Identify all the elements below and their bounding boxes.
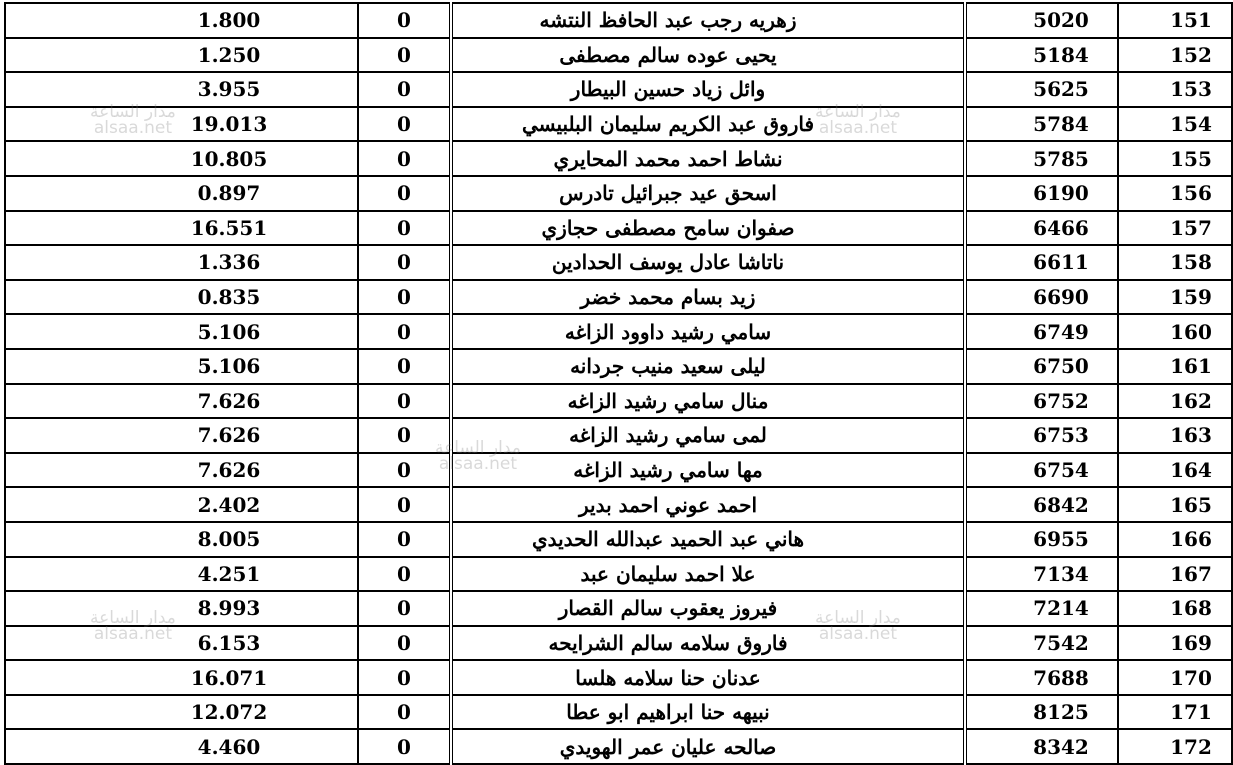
sequence-cell: 160 [1118,314,1232,349]
sequence-cell: 157 [1118,211,1232,246]
table-row [5,349,1232,384]
table-row [5,487,1232,522]
zero-cell: 0 [358,107,451,142]
name-cell: ليلى سعيد منيب جردانه [451,349,965,384]
amount-cell: 1.800 [5,3,358,38]
zero-cell: 0 [358,211,451,246]
id-cell: 6752 [965,384,1118,419]
id-cell: 6753 [965,418,1118,453]
table-row [5,384,1232,419]
table-row [5,729,1232,764]
sequence-cell: 169 [1118,626,1232,661]
id-cell: 7688 [965,660,1118,695]
id-cell: 5784 [965,107,1118,142]
sequence-cell: 158 [1118,245,1232,280]
zero-cell: 0 [358,660,451,695]
name-cell: اسحق عيد جبرائيل تادرس [451,176,965,211]
amount-cell: 5.106 [5,314,358,349]
table-row [5,107,1232,142]
zero-cell: 0 [358,591,451,626]
name-cell: احمد عوني احمد بدير [451,487,965,522]
zero-cell: 0 [358,141,451,176]
watermark: مدار الساعة alsaa.net [435,438,521,474]
zero-cell: 0 [358,453,451,488]
table-row [5,695,1232,730]
name-cell: فاروق سلامه سالم الشرايحه [451,626,965,661]
table-row [5,557,1232,592]
id-cell: 7542 [965,626,1118,661]
name-cell: سامي رشيد داوود الزاغه [451,314,965,349]
watermark: مدار الساعة alsaa.net [815,608,901,644]
sequence-cell: 163 [1118,418,1232,453]
records-table [4,2,1233,765]
sequence-cell: 165 [1118,487,1232,522]
id-cell: 5020 [965,3,1118,38]
id-cell: 7214 [965,591,1118,626]
sequence-cell: 154 [1118,107,1232,142]
name-cell: فيروز يعقوب سالم القصار [451,591,965,626]
name-cell: عدنان حنا سلامه هلسا [451,660,965,695]
sequence-cell: 152 [1118,38,1232,73]
zero-cell: 0 [358,38,451,73]
zero-cell: 0 [358,384,451,419]
table-row [5,245,1232,280]
name-cell: يحيى عوده سالم مصطفى [451,38,965,73]
id-cell: 6754 [965,453,1118,488]
records-table-body [5,3,1232,764]
sequence-cell: 156 [1118,176,1232,211]
table-row [5,38,1232,73]
zero-cell: 0 [358,245,451,280]
zero-cell: 0 [358,695,451,730]
name-cell: نشاط احمد محمد المحايري [451,141,965,176]
amount-cell: 0.897 [5,176,358,211]
zero-cell: 0 [358,176,451,211]
watermark: مدار الساعة alsaa.net [815,102,901,138]
table-row [5,418,1232,453]
sequence-cell: 171 [1118,695,1232,730]
table-row [5,626,1232,661]
name-cell: علا احمد سليمان عبد [451,557,965,592]
name-cell: وائل زياد حسين البيطار [451,72,965,107]
sequence-cell: 166 [1118,522,1232,557]
table-row [5,72,1232,107]
table-row [5,211,1232,246]
id-cell: 6690 [965,280,1118,315]
sequence-cell: 170 [1118,660,1232,695]
zero-cell: 0 [358,522,451,557]
id-cell: 7134 [965,557,1118,592]
table-row [5,176,1232,211]
sequence-cell: 162 [1118,384,1232,419]
zero-cell: 0 [358,626,451,661]
name-cell: فاروق عبد الكريم سليمان البلبيسي [451,107,965,142]
amount-cell: 7.626 [5,418,358,453]
table-row [5,314,1232,349]
amount-cell: 2.402 [5,487,358,522]
sequence-cell: 153 [1118,72,1232,107]
name-cell: منال سامي رشيد الزاغه [451,384,965,419]
zero-cell: 0 [358,418,451,453]
table-row [5,280,1232,315]
sequence-cell: 168 [1118,591,1232,626]
id-cell: 6749 [965,314,1118,349]
amount-cell: 0.835 [5,280,358,315]
id-cell: 6842 [965,487,1118,522]
amount-cell: 8.005 [5,522,358,557]
id-cell: 5625 [965,72,1118,107]
table-row [5,141,1232,176]
amount-cell: 5.106 [5,349,358,384]
name-cell: صالحه عليان عمر الهويدي [451,729,965,764]
sequence-cell: 155 [1118,141,1232,176]
table-row [5,3,1232,38]
id-cell: 5785 [965,141,1118,176]
amount-cell: 10.805 [5,141,358,176]
amount-cell: 16.551 [5,211,358,246]
table-row [5,660,1232,695]
name-cell: نبيهه حنا ابراهيم ابو عطا [451,695,965,730]
zero-cell: 0 [358,487,451,522]
name-cell: لمى سامي رشيد الزاغه [451,418,965,453]
amount-cell: 6.153 [5,626,358,661]
zero-cell: 0 [358,729,451,764]
amount-cell: 16.071 [5,660,358,695]
amount-cell: 4.460 [5,729,358,764]
amount-cell: 1.336 [5,245,358,280]
id-cell: 6611 [965,245,1118,280]
name-cell: هاني عبد الحميد عبدالله الحديدي [451,522,965,557]
amount-cell: 4.251 [5,557,358,592]
name-cell: مها سامي رشيد الزاغه [451,453,965,488]
name-cell: ناتاشا عادل يوسف الحدادين [451,245,965,280]
sequence-cell: 161 [1118,349,1232,384]
id-cell: 6466 [965,211,1118,246]
zero-cell: 0 [358,314,451,349]
amount-cell: 19.013 [5,107,358,142]
zero-cell: 0 [358,3,451,38]
amount-cell: 7.626 [5,384,358,419]
sequence-cell: 164 [1118,453,1232,488]
zero-cell: 0 [358,280,451,315]
amount-cell: 7.626 [5,453,358,488]
amount-cell: 3.955 [5,72,358,107]
name-cell: زهريه رجب عبد الحافظ النتشه [451,3,965,38]
amount-cell: 12.072 [5,695,358,730]
sequence-cell: 151 [1118,3,1232,38]
zero-cell: 0 [358,72,451,107]
id-cell: 8342 [965,729,1118,764]
table-row [5,522,1232,557]
table-row [5,591,1232,626]
amount-cell: 8.993 [5,591,358,626]
watermark: مدار الساعة alsaa.net [90,608,176,644]
id-cell: 6750 [965,349,1118,384]
sequence-cell: 172 [1118,729,1232,764]
id-cell: 6190 [965,176,1118,211]
name-cell: زيد بسام محمد خضر [451,280,965,315]
sequence-cell: 159 [1118,280,1232,315]
zero-cell: 0 [358,557,451,592]
id-cell: 6955 [965,522,1118,557]
zero-cell: 0 [358,349,451,384]
amount-cell: 1.250 [5,38,358,73]
name-cell: صفوان سامح مصطفى حجازي [451,211,965,246]
watermark: مدار الساعة alsaa.net [90,102,176,138]
id-cell: 8125 [965,695,1118,730]
id-cell: 5184 [965,38,1118,73]
sequence-cell: 167 [1118,557,1232,592]
table-row [5,453,1232,488]
